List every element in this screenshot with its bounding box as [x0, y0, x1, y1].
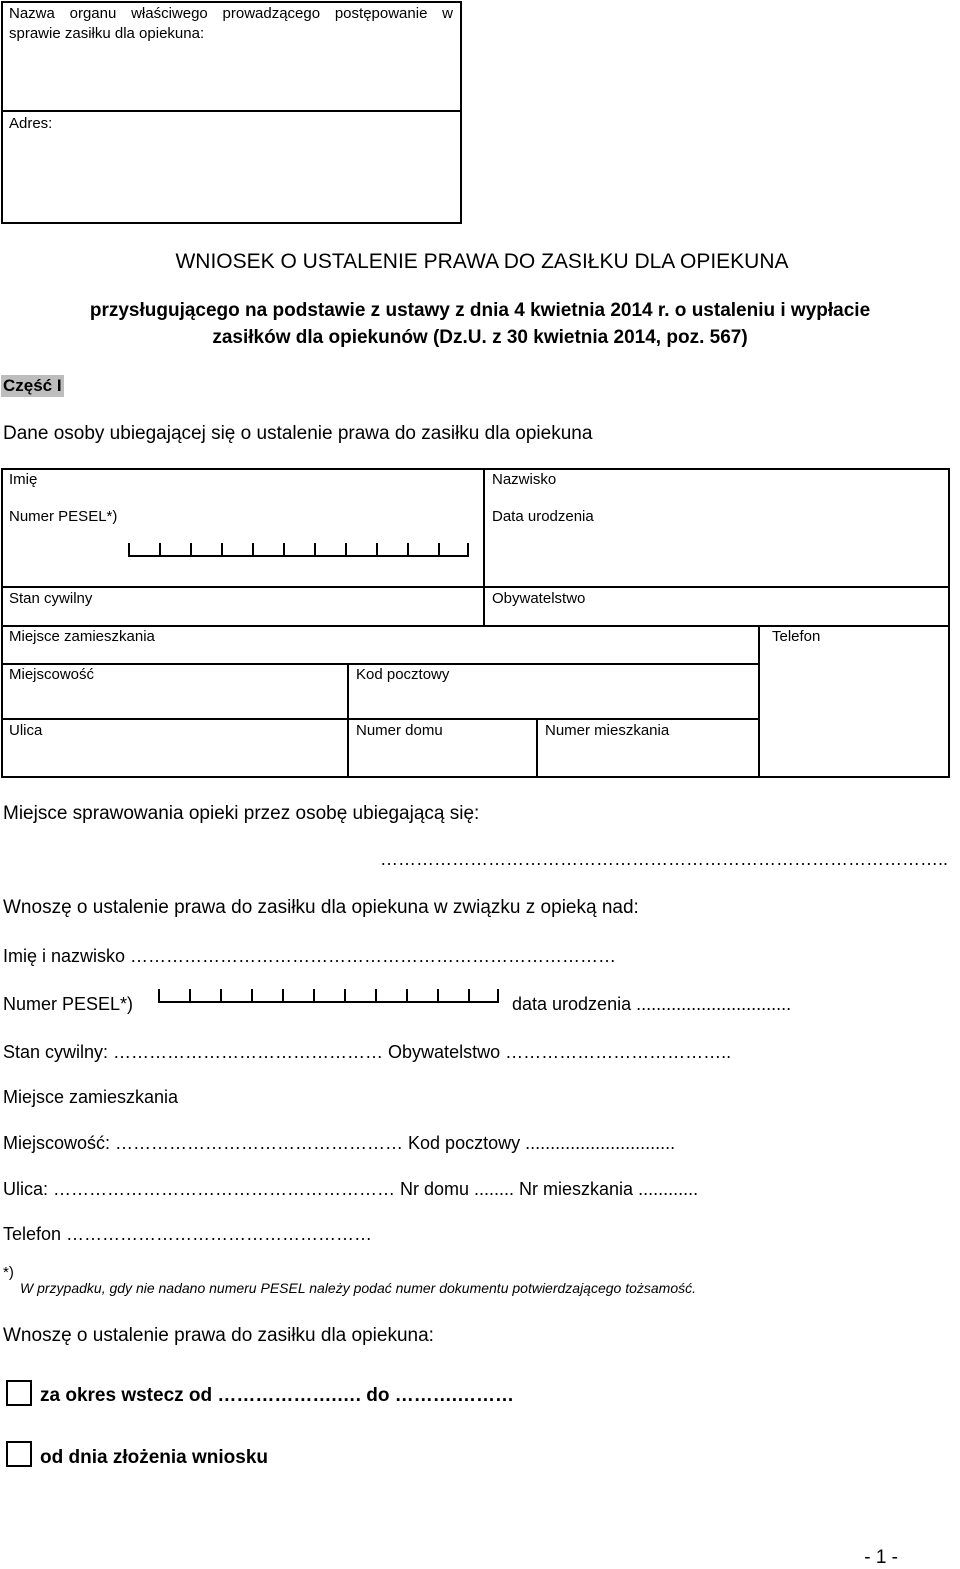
- ward-residence-label: Miejsce zamieszkania: [3, 1087, 179, 1107]
- form-title: WNIOSEK O USTALENIE PRAWA DO ZASIŁKU DLA OPIEKUNA: [175, 250, 789, 273]
- pesel-boxes-applicant[interactable]: [128, 543, 471, 557]
- section3-heading: Wnoszę o ustalenie prawa do zasiłku dla opiekuna:: [3, 1325, 434, 1346]
- nazwisko-label: Nazwisko: [492, 471, 557, 488]
- authority-box-divider: [1, 110, 462, 112]
- obywatelstwo-label: Obywatelstwo: [492, 590, 586, 607]
- kod-pocztowy-label: Kod pocztowy: [356, 666, 450, 683]
- ward-civil-status-line[interactable]: Stan cywilny: ……………………………………… Obywatelstwo ………………………………..: [3, 1042, 732, 1062]
- section2-heading: Wnoszę o ustalenie prawa do zasiłku dla opiekuna w związku z opieką nad:: [3, 897, 639, 918]
- page-number: - 1 -: [864, 1547, 898, 1568]
- backdated-checkbox[interactable]: [6, 1380, 32, 1406]
- care-place-dots[interactable]: …………………………………………………………………………………..: [379, 849, 948, 869]
- ward-street-line[interactable]: Ulica: ………………………………………………… Nr domu ........ Nr mieszkania ............: [3, 1179, 699, 1199]
- miejsce-zamieszkania-label: Miejsce zamieszkania: [9, 628, 155, 645]
- telefon-label: Telefon: [772, 628, 821, 645]
- numer-domu-label: Numer domu: [356, 722, 443, 739]
- stan-cywilny-label: Stan cywilny: [9, 590, 93, 607]
- numer-mieszkania-label: Numer mieszkania: [545, 722, 670, 739]
- authority-name-label: Nazwa organu właściwego prowadzącego postępowanie w sprawie zasiłku dla opiekuna:: [9, 5, 453, 42]
- part-label: Część I: [3, 376, 62, 395]
- imie-label: Imię: [9, 471, 38, 488]
- form-subtitle-line2: zasiłków dla opiekunów (Dz.U. z 30 kwietnia 2014, poz. 567): [212, 327, 748, 348]
- form-subtitle-line1: przysługującego na podstawie z ustawy z dnia 4 kwietnia 2014 r. o ustaleniu i wypłacie: [89, 300, 871, 321]
- data-urodzenia-label: Data urodzenia: [492, 508, 594, 525]
- ward-birthdate-line[interactable]: data urodzenia ...............................: [512, 994, 792, 1014]
- footnote-text: W przypadku, gdy nie nadano numeru PESEL należy podać numer dokumentu potwierdzającego tożsamość.: [20, 1280, 697, 1296]
- authority-address-label: Adres:: [9, 115, 53, 132]
- pesel-label: Numer PESEL*): [9, 508, 118, 525]
- ulica-label: Ulica: [9, 722, 43, 739]
- section1-heading: Dane osoby ubiegającej się o ustalenie prawa do zasiłku dla opiekuna: [3, 423, 593, 444]
- ward-phone-line[interactable]: Telefon ……………………………………………: [3, 1224, 373, 1244]
- ward-name-line[interactable]: Imię i nazwisko ………………………………………………………………………: [3, 946, 617, 966]
- ward-pesel-label: Numer PESEL*): [3, 994, 134, 1014]
- from-submission-checkbox[interactable]: [6, 1441, 32, 1467]
- backdated-option-label: za okres wstecz od ……………….…. do ……….………: [40, 1385, 515, 1406]
- applicant-table: [1, 468, 950, 778]
- footnote-mark: *): [3, 1264, 14, 1281]
- pesel-boxes-ward[interactable]: [158, 989, 501, 1003]
- ward-locality-line[interactable]: Miejscowość: ………………………………………… Kod pocztowy ..............................: [3, 1133, 676, 1153]
- care-place-heading: Miejsce sprawowania opieki przez osobę ubiegającą się:: [3, 803, 480, 824]
- miejscowosc-label: Miejscowość: [9, 666, 95, 683]
- from-submission-option-label: od dnia złożenia wniosku: [40, 1447, 269, 1468]
